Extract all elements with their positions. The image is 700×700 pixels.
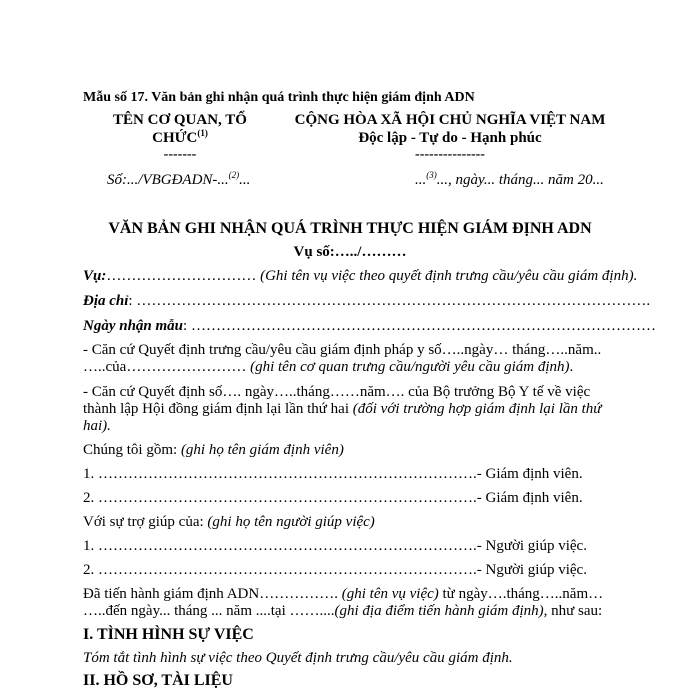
basis-2-line3: hai).	[83, 418, 111, 434]
section-1-heading: I. TÌNH HÌNH SỰ VIỆC	[83, 626, 254, 643]
place-date: ...$^{(3)}$..., ngày... tháng... năm 20...	[415, 170, 604, 188]
basis-2-line2: thành lập Hội đồng giám định lại lần thứ hai (đối với trường hợp giám định lại lần thứ	[83, 401, 602, 417]
case-number: Vụ số:…../………	[293, 244, 407, 260]
motto: Độc lập - Tự do - Hạnh phúc	[358, 130, 542, 146]
member-line-2: 2. ………………………………………………………………….- Giám định viên.	[83, 490, 583, 506]
case-name-line: Vụ:………………………… (Ghi tên vụ việc theo quyết định trưng cầu/yêu cầu giám định).	[83, 268, 638, 284]
basis-1-line1: - Căn cứ Quyết định trưng cầu/yêu cầu giám định pháp y số…..ngày… tháng…..năm..	[83, 342, 602, 358]
motto-rule: ---------------	[415, 147, 485, 162]
helper-line-2: 2. ………………………………………………………………….- Người giúp việc.	[83, 562, 587, 578]
form-label: Mẫu số 17. Văn bản ghi nhận quá trình thực hiện giám định ADN	[83, 90, 475, 105]
helpers-intro: Với sự trợ giúp của: (ghi họ tên người giúp việc)	[83, 514, 375, 530]
procedure-line1: Đã tiến hành giám định ADN……………. (ghi tên vụ việc) từ ngày….tháng…..năm…	[83, 586, 604, 602]
member-line-1: 1. ………………………………………………………………….- Giám định viên.	[83, 466, 583, 482]
helper-line-1: 1. ………………………………………………………………….- Người giúp việc.	[83, 538, 587, 554]
basis-2-line1: - Căn cứ Quyết định số…. ngày…..tháng……năm…. của Bộ trưởng Bộ Y tế về việc	[83, 384, 591, 400]
procedure-line2: …..đến ngày... tháng ... năm ....tại ……....(ghi địa điểm tiến hành giám định), như sau:	[83, 603, 603, 619]
members-intro: Chúng tôi gồm: (ghi họ tên giám định viên)	[83, 442, 344, 458]
agency-name-line1: TÊN CƠ QUAN, TỔ	[113, 112, 247, 128]
agency-rule: -------	[163, 147, 197, 162]
section-1-text: Tóm tắt tình hình sự việc theo Quyết định trưng cầu/yêu cầu giám định.	[83, 650, 513, 666]
section-2-heading: II. HỒ SƠ, TÀI LIỆU	[83, 672, 233, 689]
document-number: Số:.../VBGĐADN-...$^{(2)}$...	[107, 170, 251, 188]
nation-heading: CỘNG HÒA XÃ HỘI CHỦ NGHĨA VIỆT NAM	[294, 112, 606, 128]
address-line: Địa chỉ: ………………………………………………………………………………………….	[83, 293, 651, 309]
agency-name-line2: CHỨC$^{(1)}$	[152, 128, 208, 146]
sample-date-line: Ngày nhận mẫu: …………………………………………………………………………………	[83, 318, 656, 334]
basis-1-line2: …..của…………………… (ghi tên cơ quan trưng cầu/người yêu cầu giám định).	[83, 359, 574, 375]
document-title: VĂN BẢN GHI NHẬN QUÁ TRÌNH THỰC HIỆN GIÁM ĐỊNH ADN	[108, 220, 592, 237]
